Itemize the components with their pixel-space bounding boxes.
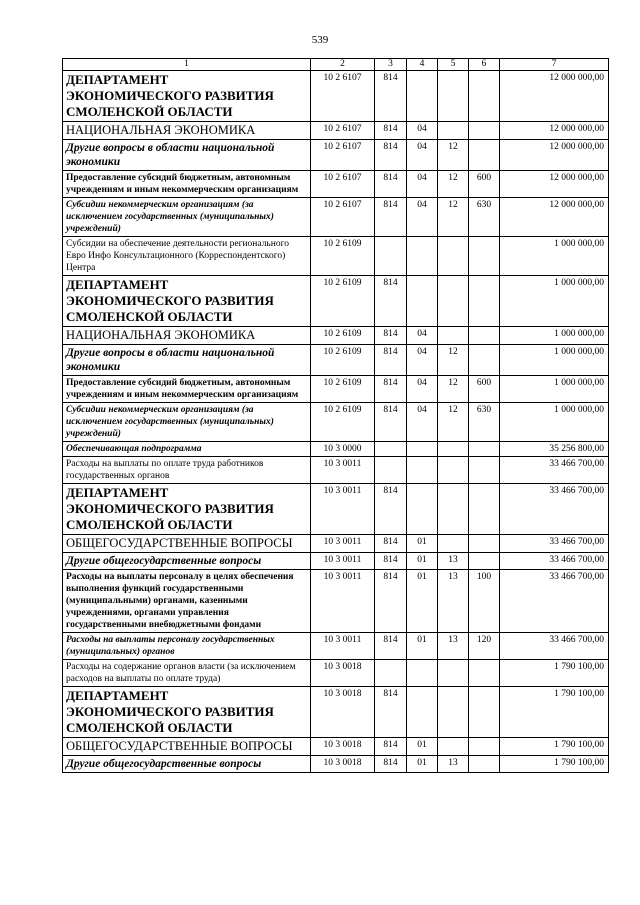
section-code-cell: 04 [407, 327, 438, 345]
target-code-cell: 10 2 6109 [311, 327, 375, 345]
section-code-cell: 04 [407, 198, 438, 237]
ministry-code-cell: 814 [375, 171, 407, 198]
table-row [63, 570, 609, 633]
header-row [63, 59, 609, 71]
expense-type-cell: 600 [469, 376, 500, 403]
section-code-cell [407, 484, 438, 535]
ministry-code-cell: 814 [375, 738, 407, 756]
subsection-code-cell [438, 71, 469, 122]
expense-type-cell [469, 535, 500, 553]
section-code-cell: 01 [407, 738, 438, 756]
section-code-cell: 01 [407, 633, 438, 660]
subsection-code-cell [438, 687, 469, 738]
amount-cell: 33 466 700,00 [500, 570, 609, 633]
table-row [63, 276, 609, 327]
amount-cell: 1 000 000,00 [500, 345, 609, 376]
target-code-cell: 10 2 6107 [311, 71, 375, 122]
table-row [63, 171, 609, 198]
expense-type-cell [469, 140, 500, 171]
table-row [63, 756, 609, 773]
table-row [63, 633, 609, 660]
table-row [63, 376, 609, 403]
row-name-cell: Субсидии некоммерческим организациям (за исключением государственных (муниципальных) учреждений) [63, 403, 311, 442]
amount-cell: 1 000 000,00 [500, 403, 609, 442]
ministry-code-cell: 814 [375, 71, 407, 122]
amount-cell: 1 000 000,00 [500, 327, 609, 345]
amount-cell: 1 000 000,00 [500, 376, 609, 403]
table-body [63, 71, 609, 773]
section-code-cell: 04 [407, 376, 438, 403]
header-cell: 1 [63, 59, 311, 71]
amount-cell: 33 466 700,00 [500, 535, 609, 553]
section-code-cell [407, 71, 438, 122]
row-name-cell: Другие вопросы в области национальной экономики [63, 140, 311, 171]
target-code-cell: 10 3 0011 [311, 553, 375, 570]
row-name-cell: Обеспечивающая подпрограмма [63, 442, 311, 457]
ministry-code-cell: 814 [375, 633, 407, 660]
section-code-cell [407, 237, 438, 276]
amount-cell: 1 790 100,00 [500, 660, 609, 687]
table-row [63, 687, 609, 738]
amount-cell: 12 000 000,00 [500, 122, 609, 140]
target-code-cell: 10 2 6109 [311, 345, 375, 376]
row-name-cell: НАЦИОНАЛЬНАЯ ЭКОНОМИКА [63, 327, 311, 345]
target-code-cell: 10 2 6109 [311, 376, 375, 403]
row-name-cell: ОБЩЕГОСУДАРСТВЕННЫЕ ВОПРОСЫ [63, 738, 311, 756]
amount-cell: 1 000 000,00 [500, 237, 609, 276]
table-row [63, 738, 609, 756]
target-code-cell: 10 3 0011 [311, 484, 375, 535]
subsection-code-cell: 12 [438, 345, 469, 376]
row-name-cell: Другие общегосударственные вопросы [63, 756, 311, 773]
subsection-code-cell [438, 276, 469, 327]
subsection-code-cell [438, 457, 469, 484]
table-row [63, 457, 609, 484]
target-code-cell: 10 3 0018 [311, 738, 375, 756]
ministry-code-cell [375, 442, 407, 457]
section-code-cell: 04 [407, 345, 438, 376]
row-name-cell: Предоставление субсидий бюджетным, автономным учреждениям и иным некоммерческим организациям [63, 376, 311, 403]
amount-cell: 1 000 000,00 [500, 276, 609, 327]
target-code-cell: 10 3 0018 [311, 660, 375, 687]
amount-cell: 35 256 800,00 [500, 442, 609, 457]
target-code-cell: 10 3 0011 [311, 457, 375, 484]
amount-cell: 33 466 700,00 [500, 457, 609, 484]
target-code-cell: 10 3 0018 [311, 756, 375, 773]
table-row [63, 403, 609, 442]
header-cell: 3 [375, 59, 407, 71]
budget-table [62, 58, 609, 773]
row-name-cell: Предоставление субсидий бюджетным, автономным учреждениям и иным некоммерческим организациям [63, 171, 311, 198]
subsection-code-cell: 12 [438, 198, 469, 237]
row-name-cell: Субсидии некоммерческим организациям (за исключением государственных (муниципальных) учреждений) [63, 198, 311, 237]
table-row [63, 237, 609, 276]
target-code-cell: 10 2 6107 [311, 122, 375, 140]
target-code-cell: 10 3 0000 [311, 442, 375, 457]
row-name-cell: ДЕПАРТАМЕНТ ЭКОНОМИЧЕСКОГО РАЗВИТИЯ СМОЛЕНСКОЙ ОБЛАСТИ [63, 484, 311, 535]
subsection-code-cell: 12 [438, 403, 469, 442]
expense-type-cell [469, 484, 500, 535]
expense-type-cell: 630 [469, 403, 500, 442]
table-row [63, 442, 609, 457]
expense-type-cell [469, 345, 500, 376]
row-name-cell: Расходы на выплаты персоналу государственных (муниципальных) органов [63, 633, 311, 660]
subsection-code-cell [438, 237, 469, 276]
expense-type-cell [469, 738, 500, 756]
row-name-cell: Другие общегосударственные вопросы [63, 553, 311, 570]
target-code-cell: 10 3 0011 [311, 535, 375, 553]
amount-cell: 33 466 700,00 [500, 484, 609, 535]
section-code-cell: 01 [407, 756, 438, 773]
ministry-code-cell: 814 [375, 122, 407, 140]
target-code-cell: 10 3 0011 [311, 570, 375, 633]
row-name-cell: ДЕПАРТАМЕНТ ЭКОНОМИЧЕСКОГО РАЗВИТИЯ СМОЛЕНСКОЙ ОБЛАСТИ [63, 71, 311, 122]
amount-cell: 12 000 000,00 [500, 198, 609, 237]
table-row [63, 140, 609, 171]
expense-type-cell [469, 687, 500, 738]
row-name-cell: Другие вопросы в области национальной экономики [63, 345, 311, 376]
expense-type-cell: 120 [469, 633, 500, 660]
expense-type-cell [469, 442, 500, 457]
ministry-code-cell: 814 [375, 140, 407, 171]
section-code-cell [407, 276, 438, 327]
section-code-cell: 01 [407, 535, 438, 553]
section-code-cell [407, 660, 438, 687]
target-code-cell: 10 2 6107 [311, 198, 375, 237]
subsection-code-cell: 13 [438, 633, 469, 660]
amount-cell: 1 790 100,00 [500, 738, 609, 756]
table-row [63, 484, 609, 535]
expense-type-cell: 100 [469, 570, 500, 633]
ministry-code-cell [375, 660, 407, 687]
subsection-code-cell [438, 738, 469, 756]
section-code-cell: 04 [407, 403, 438, 442]
ministry-code-cell: 814 [375, 403, 407, 442]
target-code-cell: 10 3 0011 [311, 633, 375, 660]
expense-type-cell [469, 122, 500, 140]
section-code-cell [407, 442, 438, 457]
subsection-code-cell: 13 [438, 553, 469, 570]
table-row [63, 535, 609, 553]
amount-cell: 1 790 100,00 [500, 687, 609, 738]
table-row [63, 327, 609, 345]
expense-type-cell [469, 327, 500, 345]
ministry-code-cell: 814 [375, 376, 407, 403]
ministry-code-cell [375, 237, 407, 276]
amount-cell: 33 466 700,00 [500, 633, 609, 660]
target-code-cell: 10 2 6109 [311, 237, 375, 276]
amount-cell: 12 000 000,00 [500, 171, 609, 198]
ministry-code-cell: 814 [375, 484, 407, 535]
table-row [63, 122, 609, 140]
ministry-code-cell [375, 457, 407, 484]
expense-type-cell: 630 [469, 198, 500, 237]
section-code-cell: 01 [407, 570, 438, 633]
table-row [63, 553, 609, 570]
subsection-code-cell [438, 484, 469, 535]
section-code-cell [407, 457, 438, 484]
row-name-cell: ОБЩЕГОСУДАРСТВЕННЫЕ ВОПРОСЫ [63, 535, 311, 553]
table-row [63, 660, 609, 687]
ministry-code-cell: 814 [375, 570, 407, 633]
amount-cell: 12 000 000,00 [500, 71, 609, 122]
target-code-cell: 10 2 6109 [311, 276, 375, 327]
header-cell: 2 [311, 59, 375, 71]
target-code-cell: 10 2 6107 [311, 171, 375, 198]
section-code-cell: 04 [407, 140, 438, 171]
target-code-cell: 10 3 0018 [311, 687, 375, 738]
expense-type-cell [469, 553, 500, 570]
page-number: 539 [311, 34, 329, 46]
row-name-cell: Расходы на содержание органов власти (за исключением расходов на выплаты по оплате труда) [63, 660, 311, 687]
target-code-cell: 10 2 6107 [311, 140, 375, 171]
amount-cell: 33 466 700,00 [500, 553, 609, 570]
ministry-code-cell: 814 [375, 276, 407, 327]
ministry-code-cell: 814 [375, 327, 407, 345]
row-name-cell: НАЦИОНАЛЬНАЯ ЭКОНОМИКА [63, 122, 311, 140]
subsection-code-cell [438, 535, 469, 553]
subsection-code-cell: 13 [438, 570, 469, 633]
expense-type-cell: 600 [469, 171, 500, 198]
table-row [63, 71, 609, 122]
ministry-code-cell: 814 [375, 756, 407, 773]
row-name-cell: ДЕПАРТАМЕНТ ЭКОНОМИЧЕСКОГО РАЗВИТИЯ СМОЛЕНСКОЙ ОБЛАСТИ [63, 687, 311, 738]
subsection-code-cell [438, 442, 469, 457]
header-cell: 6 [469, 59, 500, 71]
ministry-code-cell: 814 [375, 553, 407, 570]
subsection-code-cell: 12 [438, 376, 469, 403]
ministry-code-cell: 814 [375, 535, 407, 553]
section-code-cell: 04 [407, 171, 438, 198]
expense-type-cell [469, 660, 500, 687]
section-code-cell: 01 [407, 553, 438, 570]
header-cell: 5 [438, 59, 469, 71]
header-cell: 4 [407, 59, 438, 71]
target-code-cell: 10 2 6109 [311, 403, 375, 442]
table-row [63, 345, 609, 376]
ministry-code-cell: 814 [375, 345, 407, 376]
table-row [63, 198, 609, 237]
amount-cell: 12 000 000,00 [500, 140, 609, 171]
subsection-code-cell: 12 [438, 140, 469, 171]
expense-type-cell [469, 756, 500, 773]
expense-type-cell [469, 71, 500, 122]
subsection-code-cell [438, 122, 469, 140]
expense-type-cell [469, 276, 500, 327]
expense-type-cell [469, 457, 500, 484]
row-name-cell: ДЕПАРТАМЕНТ ЭКОНОМИЧЕСКОГО РАЗВИТИЯ СМОЛЕНСКОЙ ОБЛАСТИ [63, 276, 311, 327]
amount-cell: 1 790 100,00 [500, 756, 609, 773]
expense-type-cell [469, 237, 500, 276]
ministry-code-cell: 814 [375, 687, 407, 738]
subsection-code-cell: 13 [438, 756, 469, 773]
subsection-code-cell [438, 660, 469, 687]
section-code-cell [407, 687, 438, 738]
section-code-cell: 04 [407, 122, 438, 140]
ministry-code-cell: 814 [375, 198, 407, 237]
row-name-cell: Расходы на выплаты по оплате труда работников государственных органов [63, 457, 311, 484]
row-name-cell: Расходы на выплаты персоналу в целях обеспечения выполнения функций государственными (муниципальными) органами, казенными учреждениями, органами управления государственными внебюджетными фондами [63, 570, 311, 633]
row-name-cell: Субсидии на обеспечение деятельности регионального Евро Инфо Консультационного (Корреспондентского) Центра [63, 237, 311, 276]
header-cell: 7 [500, 59, 609, 71]
subsection-code-cell: 12 [438, 171, 469, 198]
subsection-code-cell [438, 327, 469, 345]
